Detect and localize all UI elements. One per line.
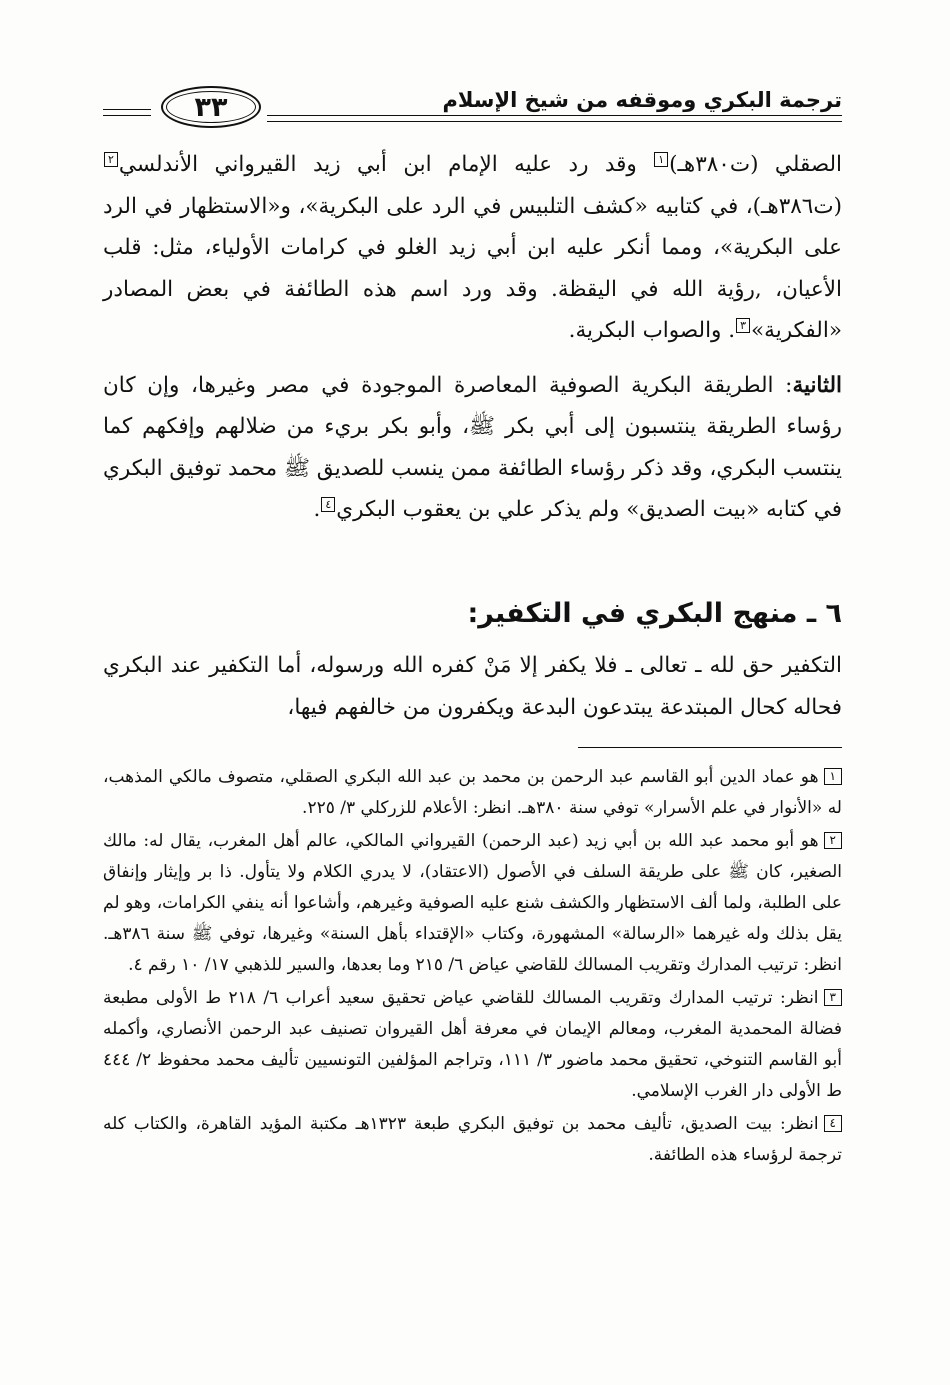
- page-number-badge: ٣٣: [161, 86, 261, 128]
- footnote: [103, 1109, 842, 1171]
- header-rule-left-2: [103, 115, 151, 116]
- header-rule-left: [103, 109, 151, 110]
- paragraph: [103, 144, 842, 352]
- paragraph: التكفير حق لله ـ تعالى ـ فلا يكفر إلا مَنْ كفره الله ورسوله، أما التكفير عند البكري فحاله كحال المبتدعة يبتدعون البدعة ويكفرون من خالفهم فيها،: [103, 653, 842, 720]
- footnote-number: ٤: [824, 1115, 842, 1132]
- footnote-ref[interactable]: ١: [654, 152, 668, 167]
- header-rule-right-2: [267, 121, 842, 122]
- footnote-number: ٣: [824, 989, 842, 1006]
- footnote-text: انظر: ترتيب المدارك وتقريب المسالك للقاضي عياض تحقيق سعيد أعراب ٦/ ٢١٨ ط الأولى مطبعة فضالة المحمدية المغرب، ومعالم الإيمان في معرفة أهل القيروان تصنيف عبد الرحمن الأنصاري، وأكمله أبو القاسم التنوخي، تحقيق محمد ماضور ٣/ ١١١، وتراجم المؤلفين التونسيين تأليف محمد محفوظ ٢/ ٤٤٤ ط الأولى دار الغرب الإسلامي.: [103, 988, 842, 1101]
- paragraph-lead: الثانية: [792, 372, 842, 398]
- footnote: [103, 762, 842, 824]
- text-run: الصقلي (ت٣٨٠هـ): [669, 152, 842, 177]
- footnote-number: ٢: [824, 832, 842, 849]
- footnote-separator: [578, 747, 842, 748]
- section-heading: ٦ ـ منهج البكري في التكفير:: [467, 598, 842, 629]
- footnote-ref[interactable]: ٤: [321, 497, 335, 512]
- footnote: [103, 983, 842, 1107]
- text-run: : الطريقة البكرية الصوفية المعاصرة الموجودة في مصر وغيرها، وإن كان رؤساء الطريقة ينتسبون إلى أبي بكر ﷺ، وأبو بكر بريء من ضلالهم وإفكهم كما ينتسب البكري، وقد ذكر رؤساء الطائفة ممن ينسب للصديق ﷺ محمد توفيق البكري في كتابه «بيت الصديق» ولم يذكر علي بن يعقوب البكري: [103, 372, 842, 522]
- paragraph: [103, 365, 842, 531]
- text-run: (ت٣٨٦هـ)، في كتابيه «كشف التلبيس في الرد على البكرية»، و«الاستظهار في الرد على البكرية»، ومما أنكر عليه ابن أبي زيد الغلو في كرامات الأولياء، مثل: قلب الأعيان، ,رؤية الله في اليقظة. وقد ورد اسم هذه الطائفة في بعض المصادر «الفكرية»: [103, 193, 842, 343]
- footnote-number: ١: [824, 768, 842, 785]
- text-run: .: [313, 497, 321, 522]
- footnote-text: هو عماد الدين أبو القاسم عبد الرحمن بن محمد بن عبد الله البكري الصقلي، متصوف مالكي المذهب، له «الأنوار في علم الأسرار» توفي سنة ٣٨٠هـ. انظر: الأعلام للزركلي ٣/ ٢٢٥.: [103, 767, 842, 818]
- running-title: ترجمة البكري وموقفه من شيخ الإسلام: [442, 88, 842, 112]
- footnote-ref[interactable]: ٣: [736, 318, 750, 333]
- text-run: . والصواب البكرية.: [568, 318, 736, 343]
- footnotes: [103, 762, 842, 1173]
- footnote-ref[interactable]: ٢: [104, 152, 118, 167]
- main-text-block-2: [103, 645, 842, 728]
- main-text-block: [103, 144, 842, 531]
- footnote-text: هو أبو محمد عبد الله بن أبي زيد (عبد الرحمن) القيرواني المالكي، عالم أهل المغرب، يقال له: مالك الصغير، كان ﷺ على طريقة السلف في الأصول (الاعتقاد)، لا يدري الكلام ولا يتأول. ذا بر وإيثار وإنفاق على الطلبة، ولما ألف الاستظهار والكشف شنع عليه الصوفية وغيرهم، وأشاعوا أنه ينفي الكرامات، وهو لم يقل بذلك وله غيرهما «الرسالة» المشهورة، وكتاب «الإقتداء بأهل السنة» وغيرها، توفي ﷺ سنة ٣٨٦هـ. انظر: ترتيب المدارك وتقريب المسالك للقاضي عياض ٦/ ٢١٥ وما بعدها، والسير للذهبي ١٧/ ١٠ رقم ٤.: [103, 831, 842, 975]
- footnote-text: انظر: بيت الصديق، تأليف محمد بن توفيق البكري طبعة ١٣٢٣هـ مكتبة المؤيد القاهرة، والكتاب كله ترجمة لرؤساء هذه الطائفة.: [103, 1114, 842, 1165]
- header-rule-right: [267, 115, 842, 116]
- text-run: وقد رد عليه الإمام ابن أبي زيد القيرواني الأندلسي: [118, 152, 654, 177]
- footnote: [103, 826, 842, 981]
- running-header: [103, 86, 842, 136]
